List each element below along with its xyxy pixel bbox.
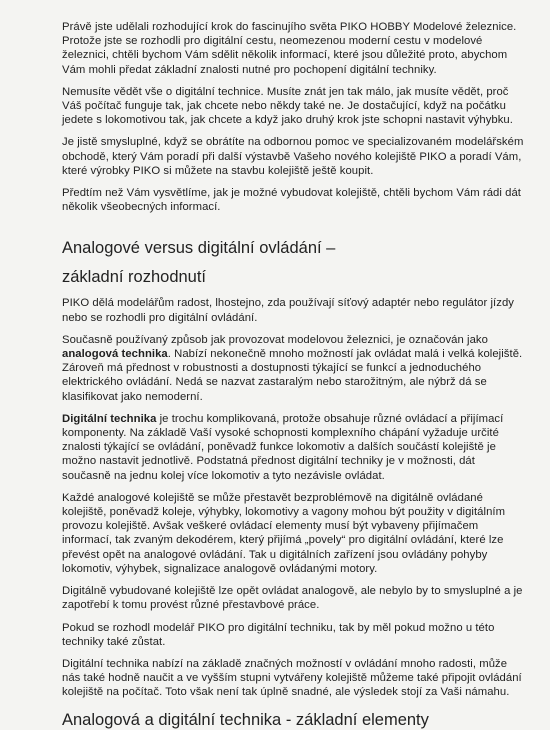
section1-paragraph-4: Každé analogové kolejiště se může přestavět bezproblémově na digitálně ovládané kolejiště, poněvadž koleje, výhybky, lokomotivy a vagony mohou být použity v digitálním provozu kolejiště. Avšak veškeré ovládací elementy musí být vybaveny přijímačem informací, tak zvaným dekodérem, který přijímá „povely“ pro digitální ovládání, které lze převést opět na analogové ovládání. Tak u digitálních zařízení jsou ovládány pohyby lokomotiv, výhybek, signalizace analogově ovládanými motory. <box>62 491 506 575</box>
section-subheading-basic-decision: základní rozhodnutí <box>62 268 207 287</box>
analog-technique-term: analogová technika <box>62 348 168 361</box>
section1-paragraph-6: Pokud se rozhodl modelář PIKO pro digitální techniku, tak by měl pokud možno u této techniky také zůstat. <box>62 621 495 648</box>
analog-intro-text: Současně používaný způsob jak provozovat modelovou železnici, je označován jako <box>62 333 488 346</box>
analog-description-text: . Nabízí nekonečně mnoho možností jak ovládat malá i velká kolejiště. Zároveň má přednost v robustnosti a dostupnosti týkající se funkcí a jednoduchého elektrického ovládání. Nedá se nazvat zastaralým nebo starožitným, ale nýbrž dá se klasifikovat jako nemoderní. <box>62 348 523 403</box>
intro-paragraph-3: Je jistě smysluplné, když se obrátíte na odbornou pomoc ve specializovaném modelářském obchodě, který Vám poradí při další výstavbě Vašeho nového kolejiště PIKO a poradí Vám, které výrobky PIKO si můžete na stavbu kolejiště ještě koupit. <box>62 136 524 177</box>
section1-paragraph-3 <box>62 412 526 483</box>
section1-paragraph-7: Digitální technika nabízí na základě značných možností v ovládání mnoho radosti, může nás také hodně naučit a ve vyšším stupni vytvářeny kolejiště můžeme také připojit ovládání kolejiště na počítač. Toto však není tak úplně snadné, ale výsledek stojí za Vaši námahu. <box>62 657 522 699</box>
section1-paragraph-1: PIKO dělá modelářům radost, lhostejno, zda používají síťový adaptér nebo regulátor jízdy nebo se rozhodli pro digitální ovládání. <box>62 297 514 324</box>
intro-paragraph-1: Právě jste udělali rozhodující krok do fascinujího světa PIKO HOBBY Modelové železnice. Protože jste se rozhodli pro digitální cestu, neomezenou moderní cestu v modelové železnici, chtěli bychom Vám sdělit několik informací, které jsou důležité proto, abychom Vám mohli předat základní znalosti nutné pro pochopení digitální techniky. <box>62 21 517 76</box>
intro-paragraph-4: Předtím než Vám vysvětlíme, jak je možné vybudovat kolejiště, chtěli bychom Vám rádi dát několik všeobecných informací. <box>62 187 521 214</box>
digital-description-text: je trochu komplikovaná, protože obsahuje různé ovládací a přijímací komponenty. Na základě Vaší vysoké schopnosti komplexního chápání vyžaduje určité znalosti týkající se ovládání, poněvadž funkce lokomotiv a dalších součástí kolejiště je možno nastavit jednotlivě. Podstatná přednost digitální techniky je v možnosti, dát současně na jednu kolej více lokomotiv a tyto nezávisle ovládat. <box>62 412 504 482</box>
section1-paragraph-5: Digitálně vybudované kolejiště lze opět ovládat analogově, ale nebylo by to smysluplné a je zapotřebí k tomu provést různé přestavbové práce. <box>62 585 523 612</box>
section1-paragraph-2 <box>62 333 526 404</box>
intro-paragraph-2: Nemusíte vědět vše o digitální technice. Musíte znát jen tak málo, jak musíte vědět, proč Váš počítač funguje tak, jak chcete nebo někdy také ne. Je dostačující, když na počátku jedete s lokomotivou tak, jak chcete a když jako druhý krok jste schopni nastavit výhybku. <box>62 85 513 127</box>
section-heading-basic-elements: Analogová a digitální technika - základní elementy <box>62 710 429 729</box>
digital-technique-term: Digitální technika <box>62 412 157 425</box>
section-heading-analog-vs-digital: Analogové versus digitální ovládání – <box>62 239 336 258</box>
